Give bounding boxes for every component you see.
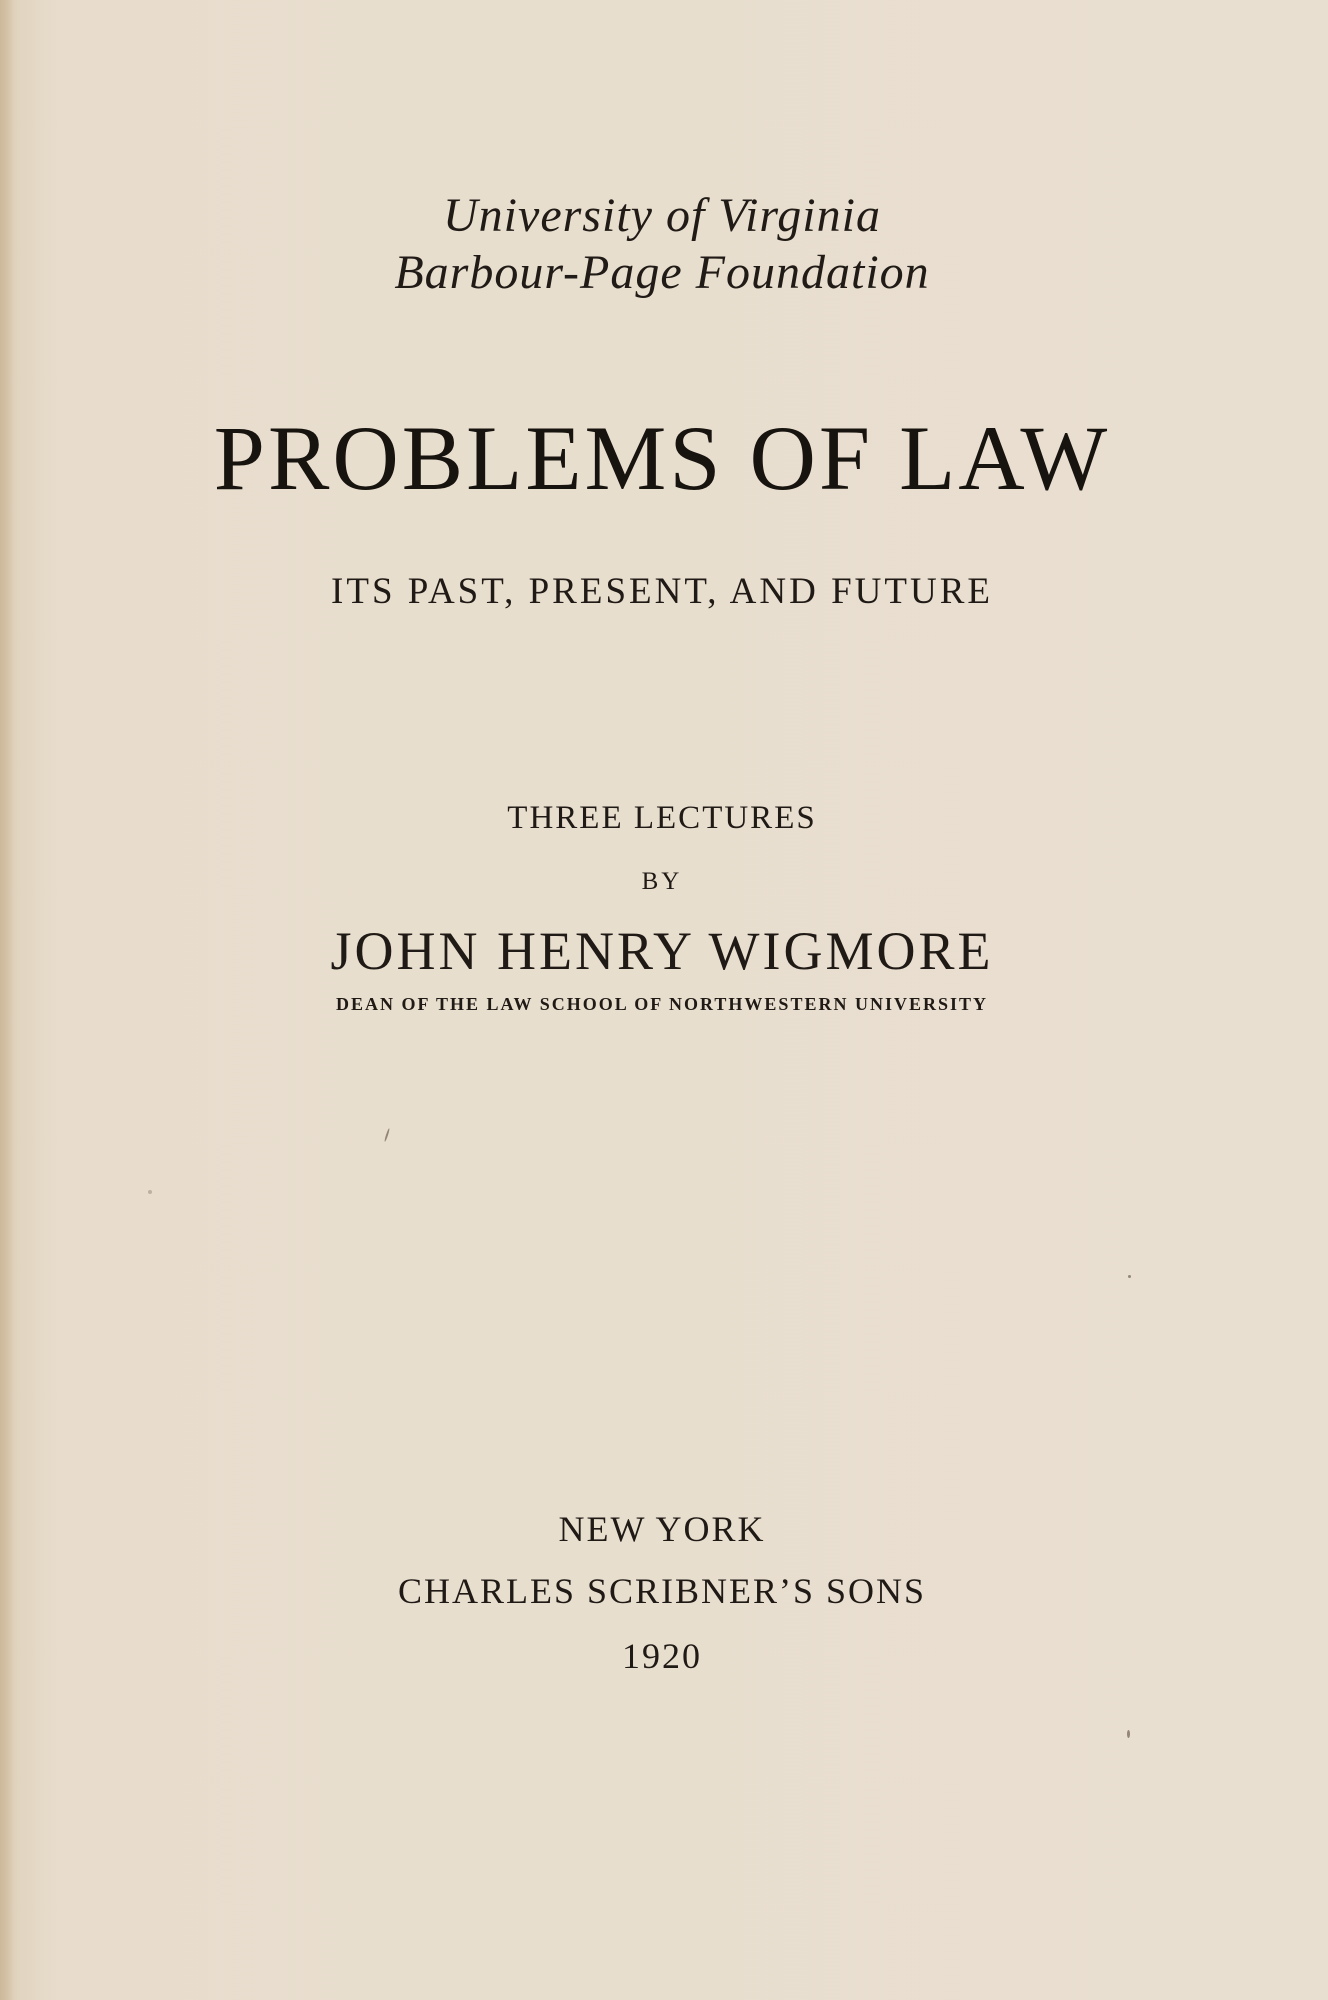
lectures-line: THREE LECTURES (507, 800, 817, 836)
imprint-year: 1920 (622, 1636, 702, 1676)
author-position: DEAN OF THE LAW SCHOOL OF NORTHWESTERN UNIVERSITY (336, 994, 988, 1014)
paper-speck (384, 1128, 390, 1142)
imprint-publisher: CHARLES SCRIBNER’S SONS (397, 1571, 927, 1611)
paper-speck (148, 1190, 152, 1194)
author-name: JOHN HENRY WIGMORE (330, 921, 994, 981)
imprint-city: NEW YORK (558, 1509, 766, 1549)
paper-speck (1128, 1275, 1131, 1278)
institution-line-2: Barbour-Page Foundation (394, 246, 930, 299)
institution-line-1: University of Virginia (443, 189, 881, 242)
paper-speck (1127, 1730, 1130, 1738)
by-line: BY (641, 868, 683, 895)
book-subtitle: ITS PAST, PRESENT, AND FUTURE (331, 571, 993, 612)
book-title: PROBLEMS OF LAW (213, 407, 1111, 509)
